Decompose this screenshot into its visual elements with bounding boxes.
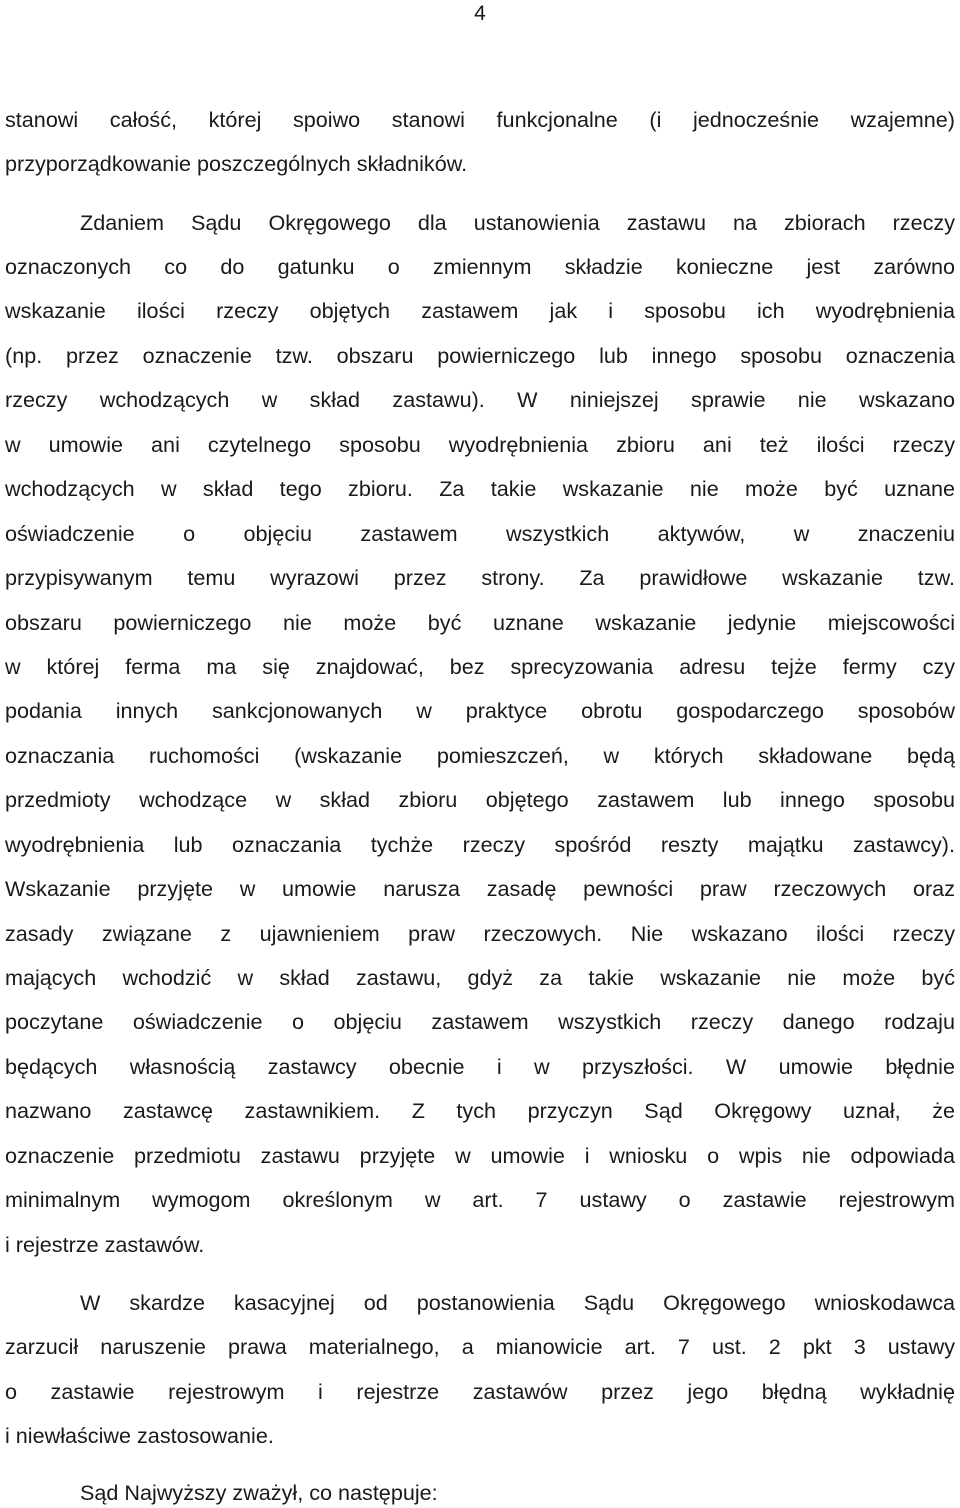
paragraph-2-line: przypisywanym temu wyrazowi przez strony. Za prawidłowe wskazanie tzw. xyxy=(5,565,955,590)
paragraph-2-line: minimalnym wymogom określonym w art. 7 ustawy o zastawie rejestrowym xyxy=(5,1187,955,1212)
paragraph-2-line: i rejestrze zastawów. xyxy=(5,1232,205,1257)
paragraph-2-line: obszaru powierniczego nie może być uznane wskazanie jedynie miejscowości xyxy=(5,610,955,635)
paragraph-2-line: mających wchodzić w skład zastawu, gdyż za takie wskazanie nie może być xyxy=(5,965,955,990)
paragraph-2-line: wchodzących w skład tego zbioru. Za takie wskazanie nie może być uznane xyxy=(5,476,955,501)
paragraph-3-line: i niewłaściwe zastosowanie. xyxy=(5,1423,274,1448)
paragraph-2-line: oznaczonych co do gatunku o zmiennym składzie konieczne jest zarówno xyxy=(5,254,955,279)
paragraph-2-line: wyodrębnienia lub oznaczania tychże rzeczy spośród reszty majątku zastawcy). xyxy=(5,832,955,857)
paragraph-3-line: W skardze kasacyjnej od postanowienia Sądu Okręgowego wnioskodawca xyxy=(80,1290,955,1315)
paragraph-2-line: poczytane oświadczenie o objęciu zastawem wszystkich rzeczy danego rodzaju xyxy=(5,1009,955,1034)
paragraph-2-line: oznaczenie przedmiotu zastawu przyjęte w umowie i wniosku o wpis nie odpowiada xyxy=(5,1143,955,1168)
paragraph-2-line: oświadczenie o objęciu zastawem wszystkich aktywów, w znaczeniu xyxy=(5,521,955,546)
paragraph-2-line: zasady związane z ujawnieniem praw rzeczowych. Nie wskazano ilości rzeczy xyxy=(5,921,955,946)
paragraph-2-line: wskazanie ilości rzeczy objętych zastawem jak i sposobu ich wyodrębnienia xyxy=(5,298,955,323)
section-heading: Sąd Najwyższy zważył, co następuje: xyxy=(80,1480,438,1505)
paragraph-2-line: w umowie ani czytelnego sposobu wyodrębnienia zbioru ani też ilości rzeczy xyxy=(5,432,955,457)
page-number: 4 xyxy=(474,2,486,25)
paragraph-3-line: zarzucił naruszenie prawa materialnego, a mianowicie art. 7 ust. 2 pkt 3 ustawy xyxy=(5,1334,955,1359)
paragraph-2-line: w której ferma ma się znajdować, bez sprecyzowania adresu tejże fermy czy xyxy=(5,654,955,679)
paragraph-2-line: (np. przez oznaczenie tzw. obszaru powierniczego lub innego sposobu oznaczenia xyxy=(5,343,955,368)
paragraph-2-line: rzeczy wchodzących w skład zastawu). W niniejszej sprawie nie wskazano xyxy=(5,387,955,412)
paragraph-2-line: podania innych sankcjonowanych w praktyce obrotu gospodarczego sposobów xyxy=(5,698,955,723)
paragraph-1-line: przyporządkowanie poszczególnych składników. xyxy=(5,151,468,176)
paragraph-2-line: oznaczania ruchomości (wskazanie pomieszczeń, w których składowane będą xyxy=(5,743,955,768)
paragraph-2-line: przedmioty wchodzące w skład zbioru objętego zastawem lub innego sposobu xyxy=(5,787,955,812)
paragraph-2-line: nazwano zastawcę zastawnikiem. Z tych przyczyn Sąd Okręgowy uznał, że xyxy=(5,1098,955,1123)
paragraph-1-line: stanowi całość, której spoiwo stanowi funkcjonalne (i jednocześnie wzajemne) xyxy=(5,107,955,132)
paragraph-3-line: o zastawie rejestrowym i rejestrze zastawów przez jego błędną wykładnię xyxy=(5,1379,955,1404)
paragraph-2-line: będących własnością zastawcy obecnie i w przyszłości. W umowie błędnie xyxy=(5,1054,955,1079)
paragraph-2-line: Zdaniem Sądu Okręgowego dla ustanowienia zastawu na zbiorach rzeczy xyxy=(80,210,955,235)
paragraph-2-line: Wskazanie przyjęte w umowie narusza zasadę pewności praw rzeczowych oraz xyxy=(5,876,955,901)
